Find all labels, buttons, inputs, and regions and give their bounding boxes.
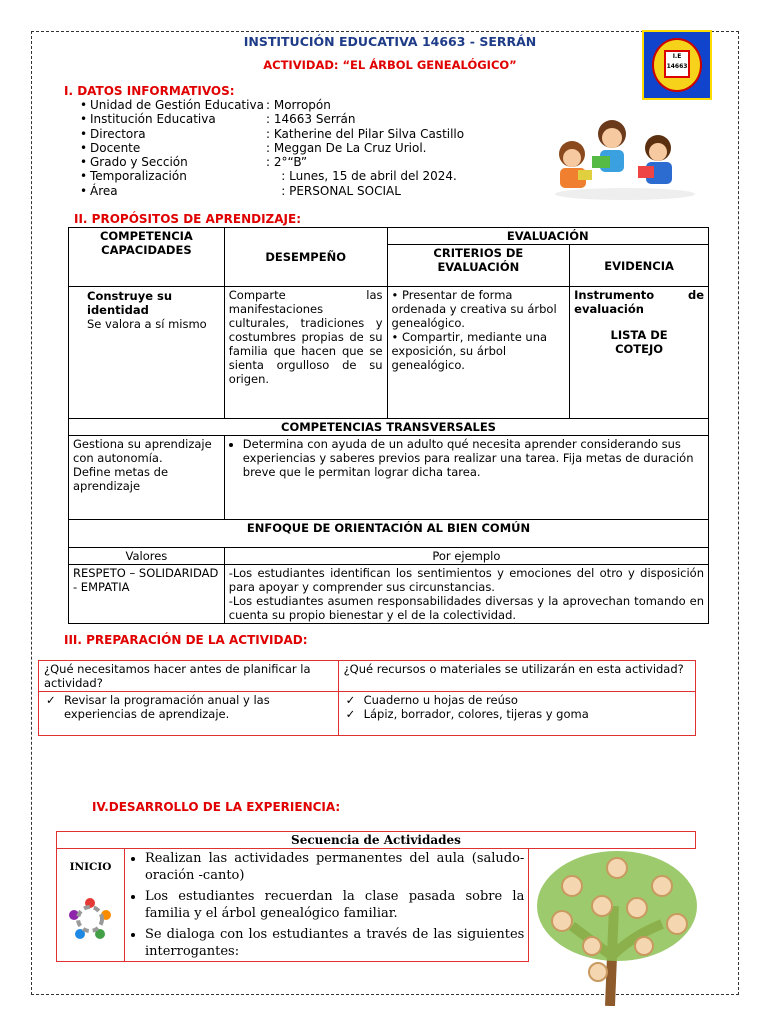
info-label: Unidad de Gestión Educativa bbox=[90, 98, 264, 112]
info-label: Docente bbox=[90, 140, 141, 155]
valores-label: Valores bbox=[69, 548, 225, 565]
school-logo bbox=[642, 30, 712, 100]
bullet-icon: • bbox=[80, 183, 88, 198]
info-value: : 2°“B” bbox=[266, 155, 308, 170]
bullet-icon: • bbox=[80, 126, 88, 141]
info-label: Institución Educativa bbox=[90, 112, 216, 127]
info-row bbox=[80, 98, 464, 112]
evidencia-cell bbox=[570, 287, 709, 419]
criterio-item: • Presentar de forma ordenada y creativa su árbol genealógico. bbox=[391, 288, 557, 330]
answer-2-item: ✓ Cuaderno u hojas de reúso bbox=[344, 693, 690, 707]
evidencia-value: LISTA DE COTEJO bbox=[610, 328, 668, 356]
inicio-item: • Se dialoga con los estudiantes a través de las siguientes interrogantes: bbox=[145, 926, 524, 960]
bullet-icon: • bbox=[80, 98, 88, 112]
info-value: : Morropón bbox=[266, 98, 331, 112]
answer-1-item: ✓ Revisar la programación anual y las experiencias de aprendizaje. bbox=[44, 693, 333, 721]
sequence-title: Secuencia de Actividades bbox=[57, 832, 696, 849]
section3-heading: III. PREPARACIÓN DE LA ACTIVIDAD: bbox=[64, 633, 308, 647]
section4-heading: IV.DESARROLLO DE LA EXPERIENCIA: bbox=[92, 800, 341, 814]
col-competencia: COMPETENCIA CAPACIDADES bbox=[69, 228, 225, 287]
transversal-desc: • Determina con ayuda de un adulto qué necesita aprender considerando sus experiencias y saberes previos para realizar una tarea. Fija metas de duración breve que le permitan lograr dicha tarea. bbox=[243, 437, 704, 479]
col-evaluacion: EVALUACIÓN bbox=[387, 228, 708, 245]
transversal-desc-cell bbox=[224, 436, 708, 520]
inicio-items-cell bbox=[124, 849, 528, 962]
answer-1-cell bbox=[39, 692, 339, 736]
stage-label: INICIO bbox=[69, 861, 112, 873]
col-evidencia: EVIDENCIA bbox=[570, 245, 709, 287]
info-value: : Katherine del Pilar Silva Castillo bbox=[266, 126, 465, 141]
inicio-item: • Realizan las actividades permanentes del aula (saludo-oración -canto) bbox=[145, 850, 524, 884]
info-label: Grado y Sección bbox=[90, 155, 188, 170]
info-value: : 14663 Serrán bbox=[266, 112, 356, 127]
family-tree-illustration bbox=[532, 846, 702, 1006]
transversal-competencia: Gestiona su aprendizaje con autonomía. Define metas de aprendizaje bbox=[69, 436, 225, 520]
answer-2-cell bbox=[338, 692, 695, 736]
info-list bbox=[80, 98, 464, 198]
competencia-cell bbox=[69, 287, 225, 419]
info-label: Área bbox=[90, 183, 118, 198]
instrumento-label: Instrumento de evaluación bbox=[574, 288, 704, 316]
info-row bbox=[80, 141, 464, 155]
section1-heading: I. DATOS INFORMATIVOS: bbox=[64, 84, 235, 98]
teamwork-circle-icon bbox=[66, 895, 114, 943]
section2-heading: II. PROPÓSITOS DE APRENDIZAJE: bbox=[74, 212, 301, 226]
competencia-capacidad: Se valora a sí mismo bbox=[87, 317, 207, 331]
activity-title: ACTIVIDAD: “EL ÁRBOL GENEALÓGICO” bbox=[263, 58, 517, 72]
logo-text: I.E 14663 bbox=[664, 50, 690, 78]
competencia-title: Construye su identidad bbox=[87, 289, 173, 317]
info-row bbox=[80, 112, 464, 126]
info-value: : PERSONAL SOCIAL bbox=[266, 183, 401, 198]
answer-2-item: ✓ Lápiz, borrador, colores, tijeras y goma bbox=[344, 707, 690, 721]
info-row bbox=[80, 155, 464, 169]
ejemplo-label: Por ejemplo bbox=[224, 548, 708, 565]
info-row bbox=[80, 169, 464, 183]
info-value: : Lunes, 15 de abril del 2024. bbox=[266, 169, 457, 184]
school-title: INSTITUCIÓN EDUCATIVA 14663 - SERRÁN bbox=[243, 34, 537, 49]
criterio-item: • Compartir, mediante una exposición, su árbol genealógico. bbox=[391, 330, 548, 372]
col-desempeno: DESEMPEÑO bbox=[224, 228, 387, 287]
question-2: ¿Qué recursos o materiales se utilizarán en esta actividad? bbox=[338, 661, 695, 692]
info-value: : Meggan De La Cruz Uriol. bbox=[266, 140, 427, 155]
valores-value: RESPETO – SOLIDARIDAD - EMPATIA bbox=[69, 565, 225, 624]
children-reading-illustration bbox=[550, 112, 700, 202]
bullet-icon: • bbox=[80, 140, 88, 155]
criterios-cell bbox=[387, 287, 570, 419]
info-label: Temporalización bbox=[90, 169, 187, 184]
bullet-icon: • bbox=[80, 155, 88, 170]
bullet-icon: • bbox=[80, 169, 88, 184]
info-row bbox=[80, 127, 464, 141]
bullet-icon: • bbox=[80, 112, 88, 127]
enfoque-heading: ENFOQUE DE ORIENTACIÓN AL BIEN COMÚN bbox=[69, 520, 709, 548]
question-1: ¿Qué necesitamos hacer antes de planificar la actividad? bbox=[39, 661, 339, 692]
learning-purposes-table bbox=[68, 227, 709, 624]
ejemplo-cell bbox=[224, 565, 708, 624]
ejemplo-1: -Los estudiantes identifican los sentimientos y emociones del otro y disposición para apoyar y comprender sus circunstancias. bbox=[228, 566, 704, 594]
info-row bbox=[80, 184, 464, 198]
col-criterios: CRITERIOS DE EVALUACIÓN bbox=[387, 245, 570, 287]
info-label: Directora bbox=[90, 126, 146, 141]
stage-cell bbox=[57, 849, 125, 962]
inicio-item: • Los estudiantes recuerdan la clase pasada sobre la familia y el árbol genealógico familiar. bbox=[145, 888, 524, 922]
transversales-heading: COMPETENCIAS TRANSVERSALES bbox=[69, 419, 709, 436]
logo-emblem bbox=[652, 38, 702, 92]
ejemplo-2: -Los estudiantes asumen responsabilidades diversas y la aprovechan tomando en cuenta su propio bienestar y el de la colectividad. bbox=[228, 594, 704, 622]
desempeno-cell: Comparte las manifestaciones culturales, tradiciones y costumbres propias de su familia que hacen que se sienta orgulloso de su origen. bbox=[224, 287, 387, 419]
preparation-table bbox=[38, 660, 696, 736]
